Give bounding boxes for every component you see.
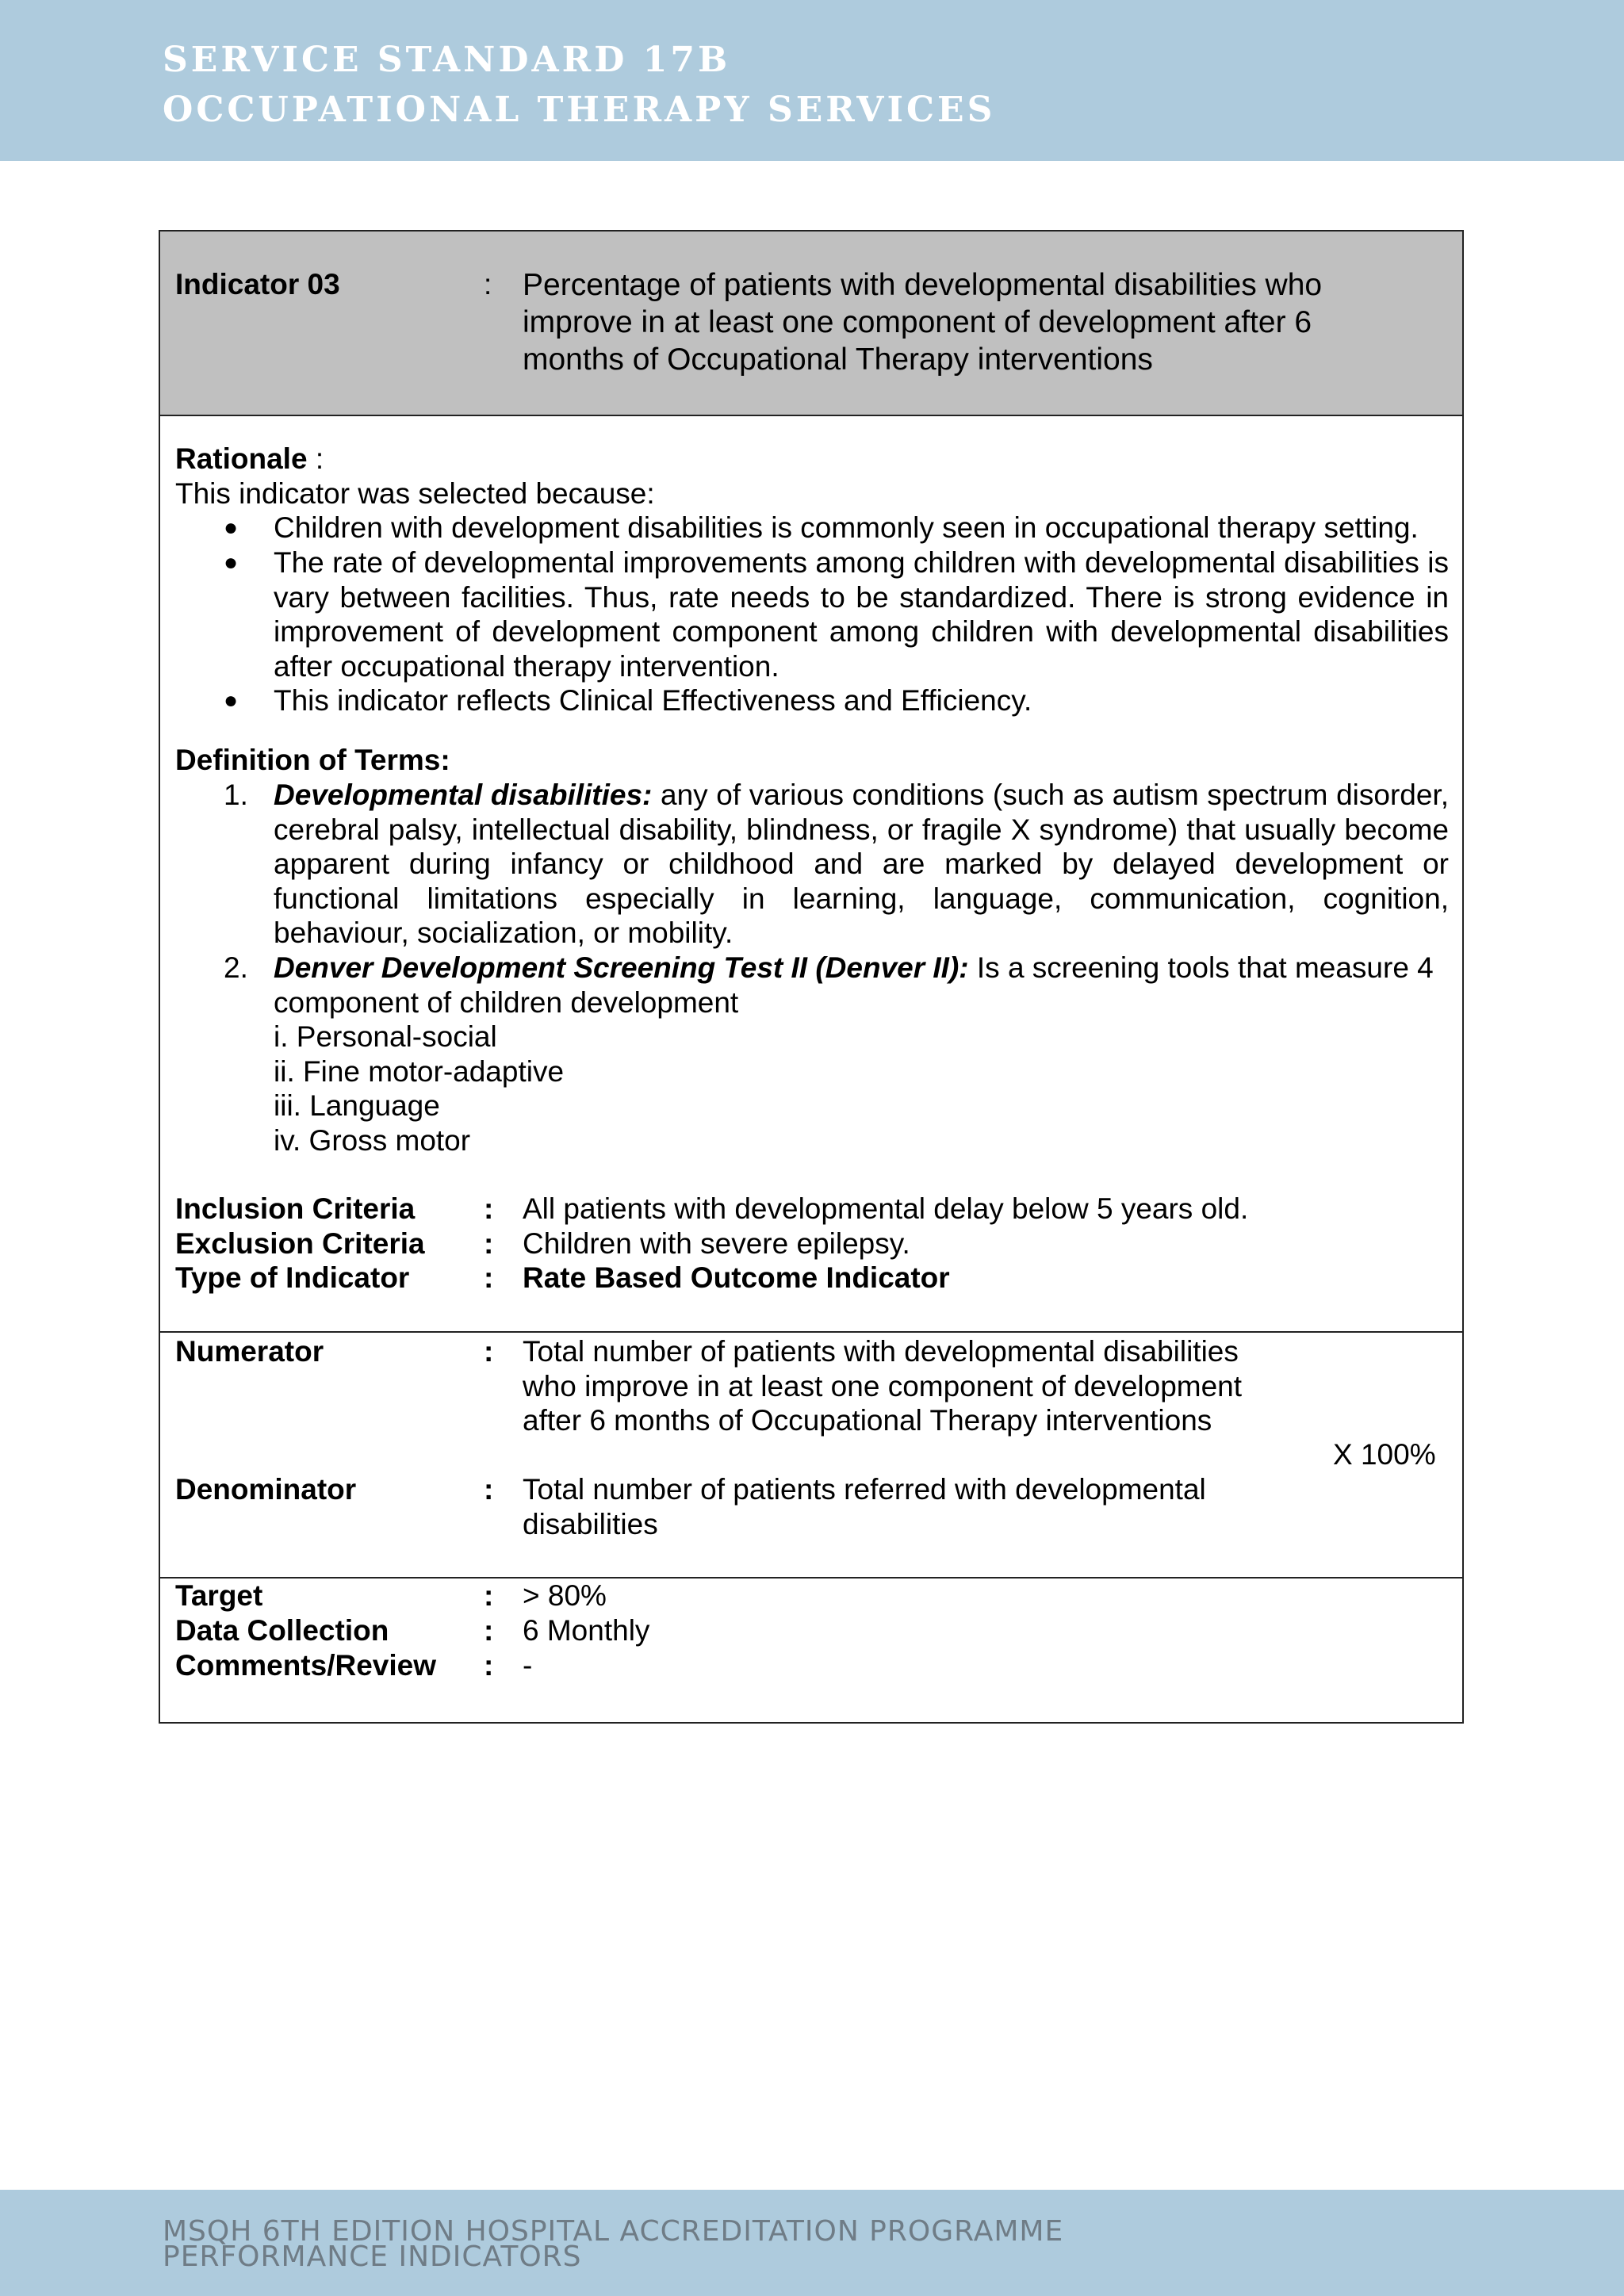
footer-indicators: PERFORMANCE INDICATORS: [163, 2241, 582, 2273]
denominator-colon: :: [484, 1473, 494, 1506]
definition-number-2: 2.: [224, 951, 248, 984]
component-item: iii. Language: [274, 1089, 440, 1122]
header-service: OCCUPATIONAL THERAPY SERVICES: [163, 90, 996, 130]
exclusion-colon: :: [484, 1227, 494, 1260]
denominator-label: Denominator: [175, 1473, 357, 1506]
indicator-colon: :: [484, 268, 492, 300]
data-collection-colon: :: [484, 1614, 494, 1647]
indicator-title: Percentage of patients with developmental disabilities who improve in at least one component of development after 6 months of Occupational Therapy interventions: [523, 268, 1323, 377]
type-label: Type of Indicator: [175, 1261, 410, 1294]
definition-number-1: 1.: [224, 779, 248, 811]
exclusion-label: Exclusion Criteria: [175, 1227, 425, 1260]
inclusion-colon: :: [484, 1192, 494, 1225]
bullet-marker: ●: [224, 687, 239, 714]
type-value: Rate Based Outcome Indicator: [523, 1261, 950, 1294]
multiplier: X 100%: [1333, 1438, 1436, 1471]
target-label: Target: [175, 1579, 263, 1612]
definition-heading: Definition of Terms:: [175, 744, 450, 776]
rationale-bullet-2: The rate of developmental improvements among children with developmental disabilities is vary between facilities. Thus, rate needs to be standardized. There is strong evidence in improvement of development component among children with developmental disabilities after occupational therapy intervention.: [274, 546, 1449, 683]
comments-value: -: [523, 1649, 533, 1682]
rationale-heading: Rationale :: [175, 442, 324, 475]
component-item: ii. Fine motor-adaptive: [274, 1055, 565, 1088]
formula-section: [160, 1333, 1462, 1578]
data-collection-value: 6 Monthly: [523, 1614, 650, 1647]
numerator-label: Numerator: [175, 1335, 324, 1368]
definition-item-1: Developmental disabilities: any of various conditions (such as autism spectrum disorder, cerebral palsy, intellectual disability, blindness, or fragile X syndrome) that usually become apparent during infancy or childhood and are marked by delayed development or functional limitations especially in learning, language, communication, cognition, behaviour, socialization, or mobility.: [274, 779, 1449, 949]
page-footer: [0, 2190, 1624, 2296]
rationale-intro: This indicator was selected because:: [175, 477, 655, 510]
comments-label: Comments/Review: [175, 1649, 436, 1682]
footer-programme: MSQH 6TH EDITION HOSPITAL ACCREDITATION PROGRAMME: [163, 2215, 1064, 2248]
denominator-value: Total number of patients referred with developmental disabilities: [523, 1473, 1206, 1540]
numerator-value: Total number of patients with developmental disabilities who improve in at least one component of development after 6 months of Occupational Therapy interventions: [523, 1335, 1243, 1437]
header-standard: SERVICE STANDARD 17B: [163, 40, 731, 80]
definition-item-2: Denver Development Screening Test II (Denver II): Is a screening tools that measure 4 component of children development: [274, 951, 1434, 1019]
comments-colon: :: [484, 1649, 494, 1682]
definition-term-2: Denver Development Screening Test II (Denver II):: [274, 951, 969, 984]
inclusion-label: Inclusion Criteria: [175, 1192, 416, 1225]
indicator-heading-row: [160, 232, 1462, 416]
inclusion-value: All patients with developmental delay below 5 years old.: [523, 1192, 1249, 1225]
bullet-marker: ●: [224, 549, 239, 576]
numerator-colon: :: [484, 1335, 494, 1368]
indicator-table: [159, 230, 1464, 1724]
rationale-bullet-1: Children with development disabilities is commonly seen in occupational therapy setting.: [274, 511, 1419, 544]
target-section: [160, 1578, 1462, 1724]
component-item: iv. Gross motor: [274, 1124, 471, 1157]
type-colon: :: [484, 1261, 494, 1294]
rationale-definition-section: [160, 416, 1462, 1333]
component-item: i. Personal-social: [274, 1020, 497, 1053]
data-collection-label: Data Collection: [175, 1614, 389, 1647]
page-header: [0, 0, 1624, 161]
target-value: > 80%: [523, 1579, 607, 1612]
exclusion-value: Children with severe epilepsy.: [523, 1227, 910, 1260]
target-colon: :: [484, 1579, 494, 1612]
bullet-marker: ●: [224, 515, 239, 541]
indicator-label: Indicator 03: [175, 268, 340, 300]
definition-term-1: Developmental disabilities:: [274, 779, 653, 811]
rationale-bullet-3: This indicator reflects Clinical Effectiveness and Efficiency.: [274, 684, 1032, 717]
